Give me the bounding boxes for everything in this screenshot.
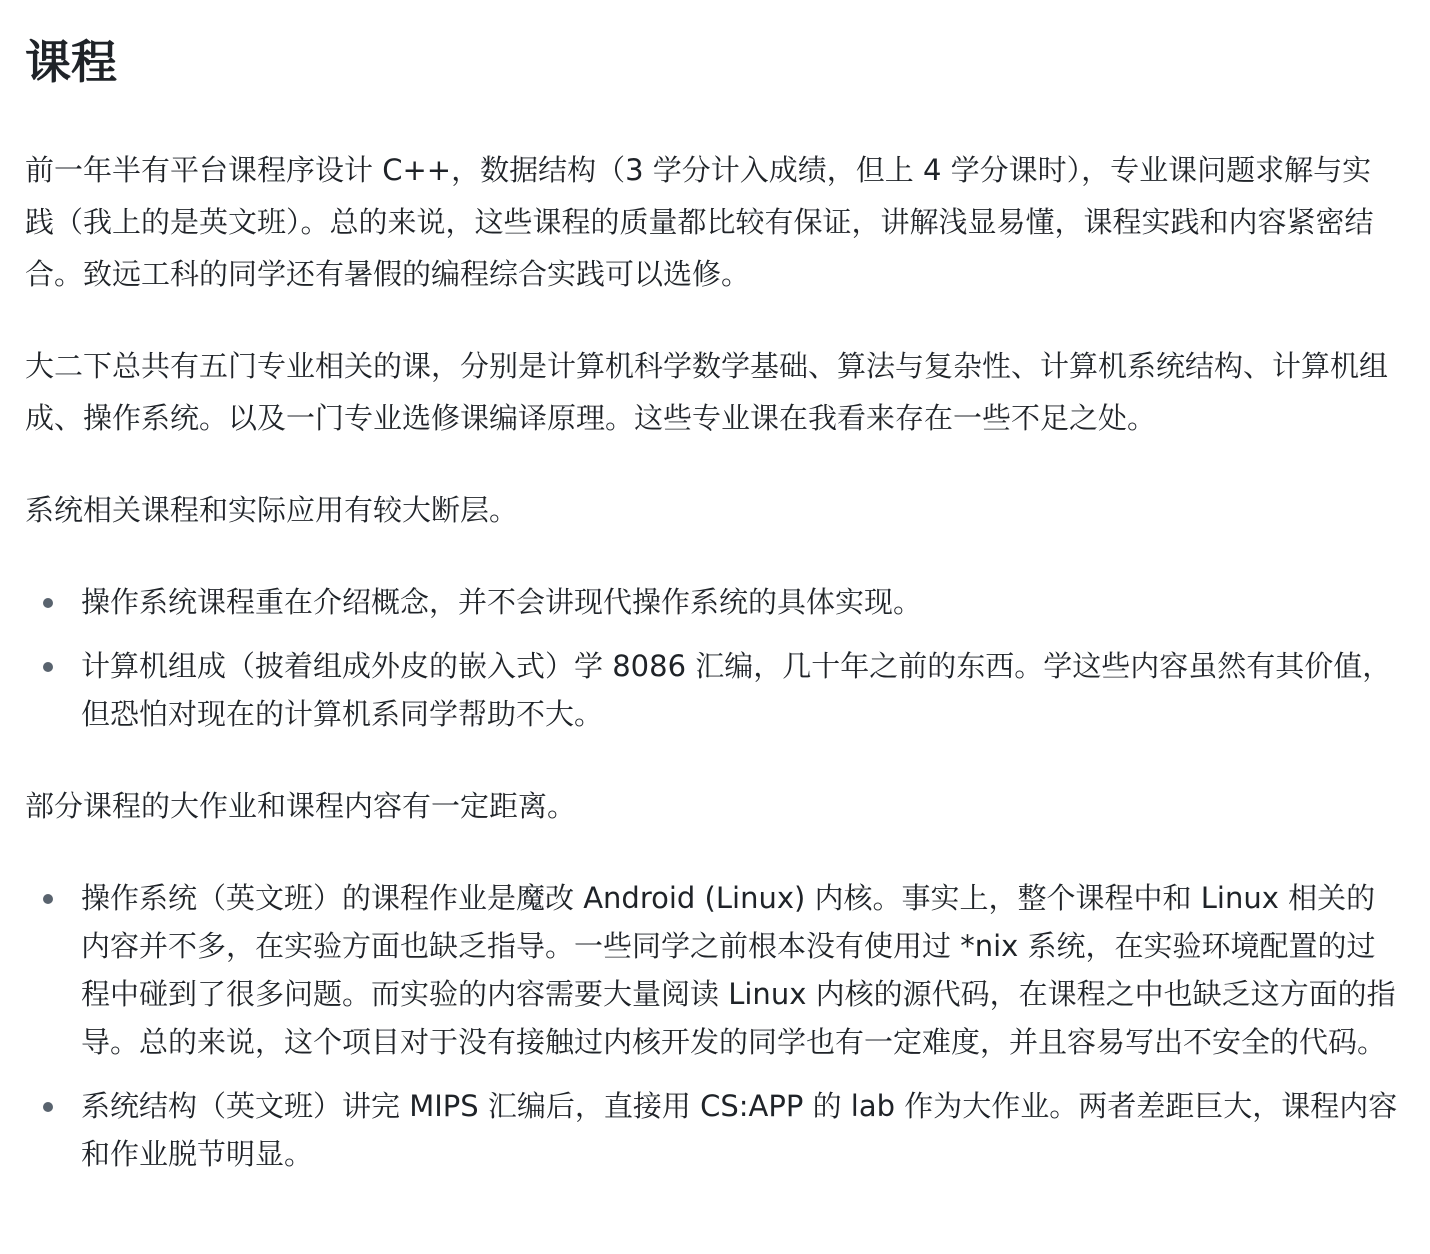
bullet-list-system-gap [25,578,1400,738]
section-heading: 课程 [25,35,117,89]
list-item: 操作系统课程重在介绍概念，并不会讲现代操作系统的具体实现。 [25,578,1400,626]
paragraph-intro: 前一年半有平台课程序设计 C++，数据结构（3 学分计入成绩，但上 4 学分课时），专业课问题求解与实践（我上的是英文班）。总的来说，这些课程的质量都比较有保证，讲解浅显易懂，课程实践和内容紧密结合。致远工科的同学还有暑假的编程综合实践可以选修。 [25,153,1374,291]
paragraph-assignments: 部分课程的大作业和课程内容有一定距离。 [25,789,577,823]
bullet-list-assignments [25,874,1400,1178]
list-item: 操作系统（英文班）的课程作业是魔改 Android (Linux) 内核。事实上，整个课程中和 Linux 相关的内容并不多，在实验方面也缺乏指导。一些同学之前根本没有使用过 *nix 系统，在实验环境配置的过程中碰到了很多问题。而实验的内容需要大量阅读 Linux 内核的源代码，在课程之中也缺乏这方面的指导。总的来说，这个项目对于没有接触过内核开发的同学也有一定难度，并且容易写出不安全的代码。 [25,874,1400,1066]
paragraph-system-gap: 系统相关课程和实际应用有较大断层。 [25,493,519,527]
paragraph-sophomore-courses: 大二下总共有五门专业相关的课，分别是计算机科学数学基础、算法与复杂性、计算机系统结构、计算机组成、操作系统。以及一门专业选修课编译原理。这些专业课在我看来存在一些不足之处。 [25,349,1389,435]
article-body [25,30,1400,1178]
list-item: 计算机组成（披着组成外皮的嵌入式）学 8086 汇编，几十年之前的东西。学这些内容虽然有其价值，但恐怕对现在的计算机系同学帮助不大。 [25,642,1400,738]
list-item: 系统结构（英文班）讲完 MIPS 汇编后，直接用 CS:APP 的 lab 作为大作业。两者差距巨大，课程内容和作业脱节明显。 [25,1082,1400,1178]
